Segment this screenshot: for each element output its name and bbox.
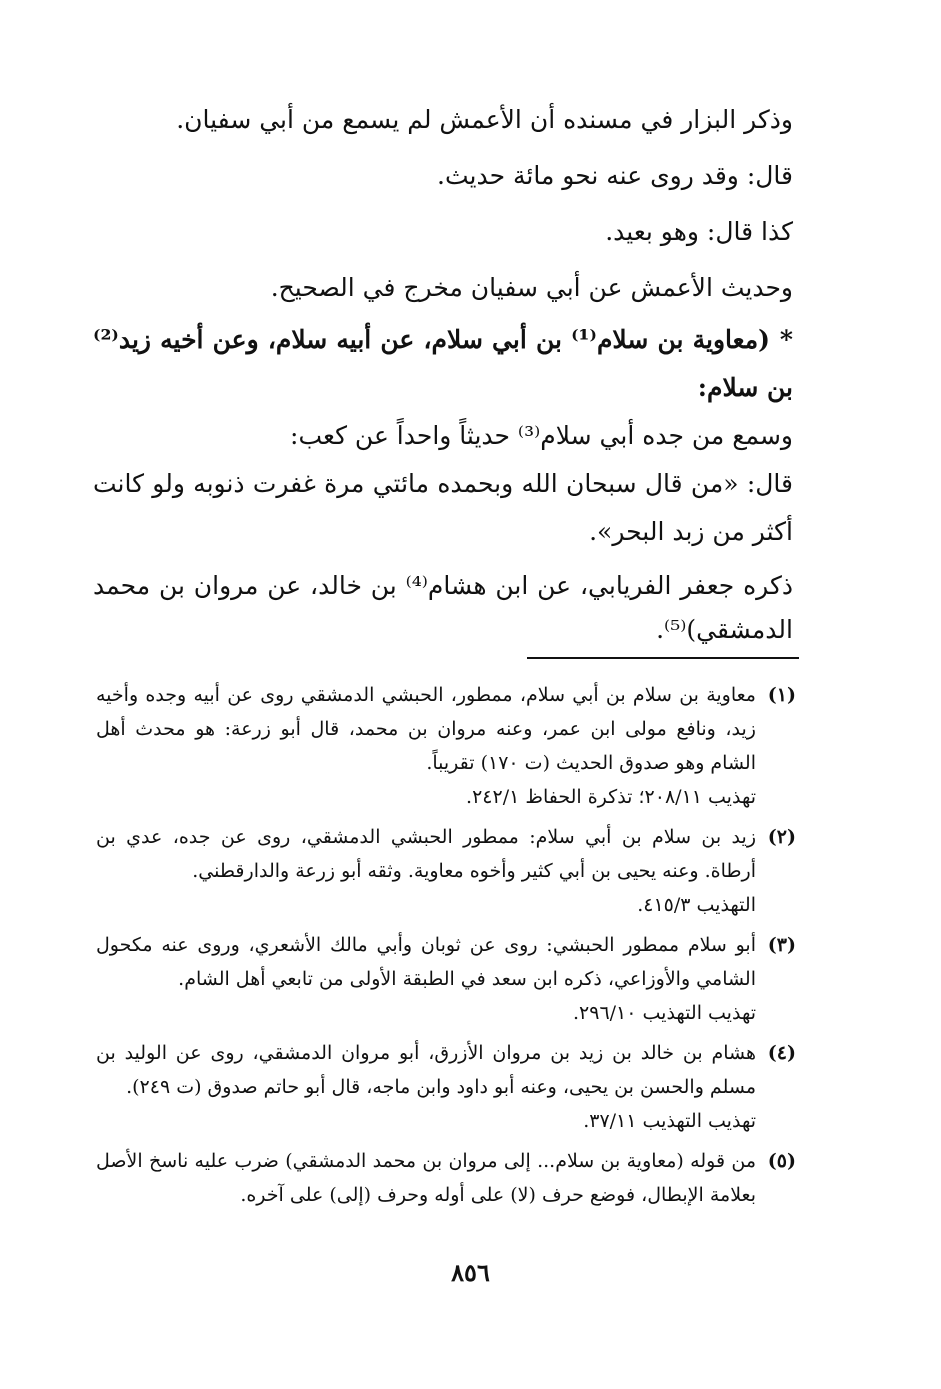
entry-star-marker: * bbox=[779, 325, 793, 354]
footnote-2 bbox=[96, 820, 796, 922]
footnote-5 bbox=[96, 1144, 796, 1212]
footnote-4 bbox=[96, 1036, 796, 1138]
footnote-body bbox=[96, 820, 756, 922]
footnote-reference: التهذيب ٤١٥/٣. bbox=[637, 894, 756, 916]
paragraph-hadith-amash: وحديث الأعمش عن أبي سفيان مخرج في الصحيح. bbox=[270, 273, 793, 302]
footnote-text: هشام بن خالد بن زيد بن مروان الأزرق، أبو مروان الدمشقي، روى عن الوليد بن مسلم والحسن بن يحيى، وعنه أبو داود وابن ماجه، قال أبو حاتم صدوق (ت ٢٤٩). bbox=[96, 1042, 756, 1098]
footnote-text: أبو سلام ممطور الحبشي: روى عن ثوبان وأبي مالك الأشعري، وروى عنه مكحول الشامي والأوزاعي، ذكره ابن سعد في الطبقة الأولى من تابعي أهل الشام. bbox=[96, 934, 756, 990]
footnote-reference: تهذيب ٢٠٨/١١؛ تذكرة الحفاظ ٢٤٢/١. bbox=[466, 786, 756, 808]
footnote-text: معاوية بن سلام بن أبي سلام، ممطور، الحبشي الدمشقي روى عن أبيه وجده وأخيه زيد، ونافع مولى ابن عمر، وعنه مروان بن محمد، قال أبو زرعة: هو محدث أهل الشام وهو صدوق الحديث (ت ١٧٠) تقريباً. bbox=[96, 684, 756, 774]
footnote-number: (١) bbox=[767, 684, 796, 706]
paragraph-kadha-qala: كذا قال: وهو بعيد. bbox=[605, 217, 793, 246]
footnote-text: زيد بن سلام بن أبي سلام: ممطور الحبشي الدمشقي، روى عن جده، عدي بن أرطاة. وعنه يحيى بن أبي كثير وأخوه معاوية. وثقه أبو زرعة والدارقطني. bbox=[96, 826, 756, 882]
paragraph-sami: وسمع من جده أبي سلام⁽³⁾ حديثاً واحداً عن كعب: bbox=[290, 421, 793, 450]
footnote-3 bbox=[96, 928, 796, 1030]
main-text bbox=[93, 92, 793, 652]
footnote-body bbox=[96, 678, 756, 814]
footnote-text: من قوله (معاوية بن سلام... إلى مروان بن محمد الدمشقي) ضرب عليه ناسخ الأصل بعلامة الإبطال، فوضع حرف (لا) على أوله وحرف (إلى) على آخره. bbox=[96, 1150, 756, 1206]
footnote-reference: تهذيب التهذيب ٢٩٦/١٠. bbox=[572, 1002, 756, 1024]
paragraph-hadith-text: قال: «من قال سبحان الله وبحمده مائتي مرة غفرت ذنوبه ولو كانت أكثر من زبد البحر». bbox=[93, 469, 793, 546]
entry-heading bbox=[93, 316, 793, 412]
paragraph-dhakarahu: ذكره جعفر الفريابي، عن ابن هشام⁽⁴⁾ بن خالد، عن مروان بن محمد الدمشقي)⁽⁵⁾. bbox=[93, 571, 793, 644]
paragraph-qala-riwaya: قال: وقد روى عنه نحو مائة حديث. bbox=[437, 161, 793, 190]
footnote-number: (٥) bbox=[767, 1150, 796, 1172]
footnote-number: (٢) bbox=[767, 826, 796, 848]
page-number: ٨٥٦ bbox=[451, 1258, 490, 1287]
footnote-1 bbox=[96, 678, 796, 814]
footnote-number: (٣) bbox=[767, 934, 796, 956]
paragraph-bazzar: وذكر البزار في مسنده أن الأعمش لم يسمع من أبي سفيان. bbox=[176, 105, 793, 134]
footnote-body bbox=[96, 928, 756, 1030]
footnote-body bbox=[96, 1144, 756, 1212]
footnotes bbox=[96, 678, 796, 1218]
footnote-reference: تهذيب التهذيب ٣٧/١١. bbox=[583, 1110, 756, 1132]
footnote-divider bbox=[527, 657, 799, 659]
entry-heading-text: (معاوية بن سلام⁽¹⁾ بن أبي سلام، عن أبيه سلام، وعن أخيه زيد⁽²⁾ بن سلام: bbox=[93, 325, 793, 402]
footnote-body bbox=[96, 1036, 756, 1138]
footnote-number: (٤) bbox=[767, 1042, 796, 1064]
